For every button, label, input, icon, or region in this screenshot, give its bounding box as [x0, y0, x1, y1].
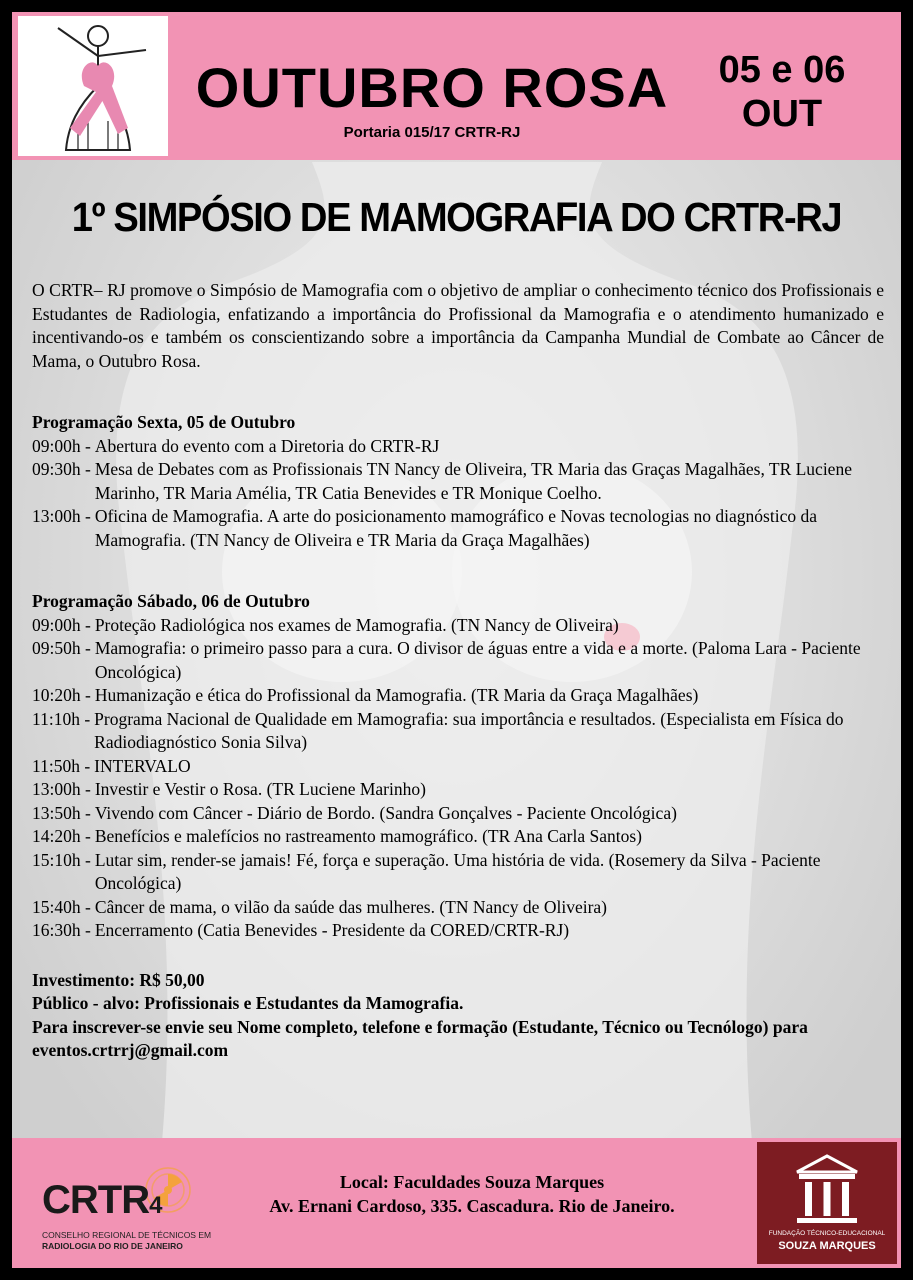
schedule-item	[32, 614, 884, 638]
schedule-desc: Mesa de Debates com as Profissionais TN Nancy de Oliveira, TR Maria das Graças Magalhães, TR Luciene Marinho, TR Maria Amélia, TR Catia Benevides e TR Monique Coelho.	[94, 459, 852, 503]
building-columns-icon	[793, 1152, 861, 1226]
crtr-number: 4	[149, 1192, 162, 1219]
schedule-time: 13:50h -	[32, 802, 91, 823]
schedule-item	[32, 849, 884, 896]
schedule-desc: Lutar sim, render-se jamais! Fé, força e superação. Uma história de vida. (Rosemery da Silva - Paciente Oncológica)	[94, 849, 821, 893]
schedule-desc: Programa Nacional de Qualidade em Mamografia: sua importância e resultados. (Especialista em Física do Radiodiagnóstico Sonia Silva)	[94, 708, 844, 752]
schedule-time: 09:30h -	[32, 459, 91, 479]
event-dates	[682, 48, 882, 136]
info-block	[32, 969, 884, 1063]
schedule-desc: Investir e Vestir o Rosa. (TR Luciene Marinho)	[94, 779, 426, 799]
saturday-title: Programação Sábado, 06 de Outubro	[32, 591, 310, 611]
schedule-item	[32, 825, 884, 849]
content	[32, 279, 884, 1063]
registration-text: Para inscrever-se envie seu Nome completo, telefone e formação (Estudante, Técnico ou Tecnólogo) para eventos.crtrrj@gmail.com	[32, 1016, 808, 1060]
schedule-item	[32, 505, 884, 552]
schedule-desc: Proteção Radiológica nos exames de Mamografia. (TN Nancy de Oliveira)	[94, 614, 619, 635]
schedule-desc: Benefícios e malefícios no rastreamento mamográfico. (TR Ana Carla Santos)	[94, 826, 643, 846]
footer-banner	[12, 1138, 901, 1268]
souza-name: SOUZA MARQUES	[778, 1240, 876, 1252]
venue-info	[232, 1170, 712, 1218]
schedule-item	[32, 755, 884, 779]
schedule-time: 13:00h -	[32, 506, 91, 526]
venue-name: Local: Faculdades Souza Marques	[339, 1172, 605, 1192]
schedule-desc: INTERVALO	[94, 755, 191, 776]
ribbon-woman-icon	[18, 16, 168, 156]
schedule-item	[32, 778, 884, 802]
schedule-item	[32, 919, 884, 943]
souza-subtitle: FUNDAÇÃO TÉCNICO-EDUCACIONAL	[768, 1230, 886, 1237]
schedule-time: 09:50h -	[32, 638, 91, 658]
investment-text: Investimento: R$ 50,00	[32, 969, 205, 990]
schedule-item	[32, 708, 884, 755]
schedule-item	[32, 684, 884, 708]
schedule-time: 14:20h -	[32, 826, 91, 846]
schedule-desc: Abertura do evento com a Diretoria do CRTR-RJ	[94, 435, 440, 456]
souza-marques-logo	[757, 1142, 897, 1264]
friday-schedule	[32, 435, 884, 553]
crtr-logo	[26, 1166, 256, 1256]
schedule-time: 10:20h -	[32, 685, 91, 705]
crtr-name: CRTR	[42, 1178, 150, 1222]
audience-text: Público - alvo: Profissionais e Estudantes da Mamografia.	[32, 993, 464, 1013]
schedule-desc: Humanização e ética do Profissional da Mamografia. (TR Maria da Graça Magalhães)	[94, 685, 699, 705]
schedule-time: 15:40h -	[32, 896, 91, 917]
intro-paragraph: O CRTR– RJ promove o Simpósio de Mamografia com o objetivo de ampliar o conhecimento técnico dos Profissionais e Estudantes de Radiologia, enfatizando a importância do Profissional da Mamografia e o atendimento humanizado e incentivando-os e também os conscientizando sobre a importância da Campanha Mundial de Combate ao Câncer de Mama, o Outubro Rosa.	[32, 280, 884, 371]
dates-line2: OUT	[741, 93, 823, 135]
schedule-time: 13:00h -	[32, 779, 91, 799]
schedule-time: 09:00h -	[32, 614, 91, 635]
schedule-time: 15:10h -	[32, 849, 91, 870]
crtr-subtitle-1: CONSELHO REGIONAL DE TÉCNICOS EM	[42, 1230, 212, 1240]
poster	[12, 12, 901, 1268]
friday-title: Programação Sexta, 05 de Outubro	[32, 412, 296, 432]
schedule-desc: Oficina de Mamografia. A arte do posicionamento mamográfico e Novas tecnologias no diagnóstico da Mamografia. (TN Nancy de Oliveira e TR Maria da Graça Magalhães)	[94, 506, 817, 550]
schedule-item	[32, 802, 884, 826]
event-title: OUTUBRO ROSA	[195, 56, 669, 119]
crtr-subtitle-2: RADIOLOGIA DO RIO DE JANEIRO	[42, 1241, 183, 1251]
schedule-item	[32, 435, 884, 459]
schedule-desc: Câncer de mama, o vilão da saúde das mulheres. (TN Nancy de Oliveira)	[94, 896, 607, 917]
schedule-time: 11:10h -	[32, 708, 91, 729]
schedule-item	[32, 637, 884, 684]
schedule-desc: Mamografia: o primeiro passo para a cura. O divisor de águas entre a vida e a morte. (Paloma Lara - Paciente Oncológica)	[94, 638, 861, 682]
portaria-text: Portaria 015/17 CRTR-RJ	[343, 124, 521, 141]
header-banner	[12, 12, 901, 160]
schedule-item	[32, 458, 884, 505]
schedule-time: 11:50h -	[32, 755, 91, 776]
schedule-desc: Encerramento (Catia Benevides - Presidente da CORED/CRTR-RJ)	[94, 920, 570, 940]
symposium-title: 1º SIMPÓSIO DE MAMOGRAFIA DO CRTR-RJ	[71, 194, 842, 240]
schedule-time: 09:00h -	[32, 435, 91, 456]
schedule-desc: Vivendo com Câncer - Diário de Bordo. (Sandra Gonçalves - Paciente Oncológica)	[94, 802, 677, 823]
logo-box	[18, 16, 168, 156]
dates-line1: 05 e 06	[718, 49, 846, 91]
saturday-schedule	[32, 614, 884, 943]
schedule-item	[32, 896, 884, 920]
schedule-time: 16:30h -	[32, 920, 91, 940]
crtr-logo-text	[42, 1178, 161, 1223]
venue-address: Av. Ernani Cardoso, 335. Cascadura. Rio de Janeiro.	[269, 1196, 675, 1216]
